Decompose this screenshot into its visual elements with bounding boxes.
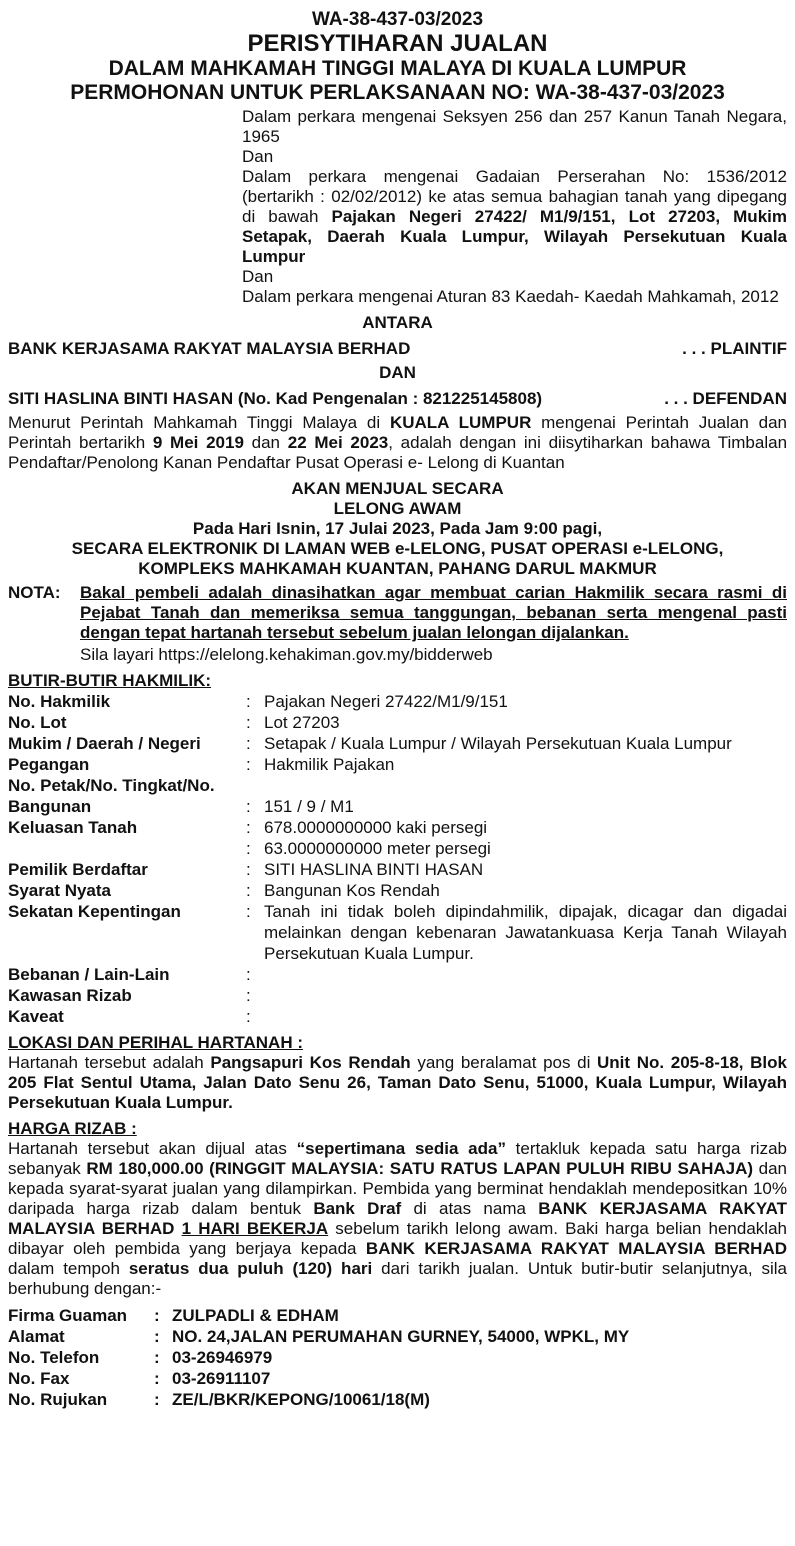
- contact-label: Firma Guaman: [8, 1306, 128, 1325]
- contact-row: [8, 1326, 629, 1347]
- title-detail-row: [8, 985, 787, 1006]
- bidder-website-line: Sila layari https://elelong.kehakiman.gov.my/bidderweb: [80, 645, 493, 664]
- sale-date-time: Pada Hari Isnin, 17 Julai 2023, Pada Jam 9:00 pagi,: [192, 519, 603, 538]
- title-details-table: [8, 691, 787, 1027]
- plaintiff-name: BANK KERJASAMA RAKYAT MALAYSIA BERHAD: [8, 339, 411, 358]
- title-detail-value: 678.0000000000 kaki persegi: [264, 818, 488, 837]
- title-detail-value: 151 / 9 / M1: [264, 797, 354, 816]
- application-number: PERMOHONAN UNTUK PERLAKSANAAN NO: WA-38-437-03/2023: [70, 81, 725, 104]
- reserve-text-5: sebelum tarikh lelong awam. Baki harga belian hendaklah dibayar oleh pembida yang berjaya kepada: [8, 1219, 787, 1258]
- reserve-amount: RM 180,000.00 (RINGGIT MALAYSIA: SATU RATUS LAPAN PULUH RIBU SAHAJA): [86, 1159, 754, 1178]
- location-heading: LOKASI DAN PERIHAL HARTANAH :: [8, 1033, 303, 1052]
- title-detail-colon: :: [246, 713, 251, 732]
- title-detail-row: [8, 733, 787, 754]
- title-detail-label: Pegangan: [8, 755, 90, 774]
- contact-value: 03-26946979: [172, 1348, 273, 1367]
- title-detail-colon: :: [246, 692, 251, 711]
- title-detail-colon: :: [246, 818, 251, 837]
- title-detail-row: [8, 754, 787, 775]
- order-date-2: 22 Mei 2023: [287, 433, 389, 452]
- title-detail-label: Sekatan Kepentingan: [8, 902, 181, 921]
- plaintiff-row: [8, 339, 787, 359]
- title-detail-label: No. Hakmilik: [8, 692, 111, 711]
- matter-dan-2: Dan: [242, 267, 274, 286]
- contact-row: [8, 1347, 629, 1368]
- contact-value: ZE/L/BKR/KEPONG/10061/18(M): [172, 1390, 430, 1409]
- title-detail-value: 63.0000000000 meter persegi: [264, 839, 491, 858]
- title-detail-value: Tanah ini tidak boleh dipindahmilik, dipajak, dicagar dan digadai melainkan dengan kebenaran Jawatankuasa Kerja Tanah Wilayah Persekutuan Kuala Lumpur.: [264, 902, 787, 963]
- location-paragraph: [8, 1053, 787, 1113]
- contact-label: Alamat: [8, 1327, 65, 1346]
- and-label: DAN: [379, 363, 416, 382]
- title-detail-row: [8, 796, 787, 817]
- title-detail-label: Kaveat: [8, 1007, 64, 1026]
- plaintiff-role: . . . PLAINTIF: [682, 339, 787, 358]
- matter-land-code: Dalam perkara mengenai Seksyen 256 dan 257 Kanun Tanah Negara, 1965: [242, 107, 787, 146]
- title-detail-value: [264, 964, 787, 985]
- title-detail-label: Keluasan Tanah: [8, 818, 138, 837]
- order-date-1: 9 Mei 2019: [152, 433, 244, 452]
- title-detail-row: [8, 859, 787, 880]
- order-paragraph: [8, 413, 787, 473]
- defendant-row: [8, 389, 787, 409]
- title-detail-label: No. Petak/No. Tingkat/No.: [8, 776, 215, 795]
- title-detail-colon: :: [246, 734, 251, 753]
- matter-court-rules: Dalam perkara mengenai Aturan 83 Kaedah- Kaedah Mahkamah, 2012: [242, 287, 779, 306]
- matters-block: [242, 107, 787, 307]
- title-detail-label: No. Lot: [8, 713, 67, 732]
- defendant-role: . . . DEFENDAN: [664, 389, 787, 408]
- reserve-text-1: Hartanah tersebut akan dijual atas: [8, 1139, 297, 1158]
- title-detail-value: [264, 985, 787, 1006]
- reserve-as-is: “sepertimana sedia ada”: [296, 1139, 506, 1158]
- title-detail-value: Lot 27203: [264, 713, 340, 732]
- order-text-4: , adalah dengan ini diisytiharkan bahawa Timbalan Pendaftar/Penolong Kanan Pendaftar Pusat Operasi e- Lelong di Kuantan: [8, 433, 788, 472]
- contact-colon: :: [154, 1348, 160, 1367]
- case-number: WA-38-437-03/2023: [311, 9, 484, 30]
- order-text-1: Menurut Perintah Mahkamah Tinggi Malaya di: [8, 413, 390, 432]
- title-detail-row: [8, 880, 787, 901]
- matter-charge: [242, 167, 787, 267]
- title-detail-colon: :: [246, 881, 251, 900]
- sale-heading-1: AKAN MENJUAL SECARA: [291, 479, 504, 498]
- nota-block: [8, 583, 787, 643]
- title-detail-value: Pajakan Negeri 27422/M1/9/151: [264, 692, 508, 711]
- contact-row: [8, 1389, 629, 1410]
- title-detail-colon: :: [246, 839, 251, 858]
- court-name: DALAM MAHKAMAH TINGGI MALAYA DI KUALA LUMPUR: [108, 57, 687, 80]
- contact-value: ZULPADLI & EDHAM: [172, 1306, 339, 1325]
- document-title: PERISYTIHARAN JUALAN: [247, 30, 548, 57]
- reserve-payment-period: seratus dua puluh (120) hari: [128, 1259, 373, 1278]
- title-detail-label: Mukim / Daerah / Negeri: [8, 734, 201, 753]
- nota-label: NOTA:: [8, 583, 61, 602]
- reserve-text-4: di atas nama: [401, 1199, 539, 1218]
- title-detail-colon: :: [246, 797, 251, 816]
- nota-text: Bakal pembeli adalah dinasihatkan agar membuat carian Hakmilik secara rasmi di Pejabat Tanah dan memeriksa semua tanggungan, bebanan serta mengenal pasti dengan tepat hartanah tersebut sebelum jualan lelongan dijalankan.: [80, 583, 787, 642]
- title-detail-row: [8, 775, 787, 796]
- title-detail-label: Bangunan: [8, 797, 92, 816]
- title-detail-row: [8, 838, 787, 859]
- title-detail-colon: :: [246, 1007, 251, 1026]
- contact-label: No. Rujukan: [8, 1390, 108, 1409]
- matter-charge-title: Pajakan Negeri 27422/ M1/9/151, Lot 27203, Mukim Setapak, Daerah Kuala Lumpur, Wilayah Persekutuan Kuala Lumpur: [242, 207, 787, 266]
- contact-table: [8, 1305, 629, 1410]
- contact-colon: :: [154, 1327, 160, 1346]
- title-detail-colon: :: [246, 986, 251, 1005]
- sale-method: SECARA ELEKTRONIK DI LAMAN WEB e-LELONG, PUSAT OPERASI e-LELONG,: [71, 539, 724, 558]
- contact-row: [8, 1305, 629, 1326]
- reserve-bank-draft: Bank Draf: [313, 1199, 402, 1218]
- reserve-text-6: dalam tempoh: [8, 1259, 129, 1278]
- title-detail-row: [8, 964, 787, 985]
- contact-colon: :: [154, 1306, 160, 1325]
- reserve-working-day: 1 HARI BEKERJA: [181, 1219, 329, 1238]
- title-detail-label: Syarat Nyata: [8, 881, 112, 900]
- title-detail-colon: :: [246, 755, 251, 774]
- title-detail-row: [8, 712, 787, 733]
- title-detail-value: Hakmilik Pajakan: [264, 755, 395, 774]
- reserve-text-3: dan kepada syarat-syarat jualan yang dilampirkan. Pembida yang berminat hendaklah mendepositkan 10% daripada harga rizab dalam bentuk: [8, 1159, 788, 1218]
- defendant-name: SITI HASLINA BINTI HASAN (No. Kad Pengenalan : 821225145808): [8, 389, 543, 408]
- title-detail-colon: :: [246, 902, 251, 921]
- title-detail-value: Setapak / Kuala Lumpur / Wilayah Persekutuan Kuala Lumpur: [264, 734, 732, 753]
- title-detail-value: [264, 775, 787, 796]
- title-detail-label: Bebanan / Lain-Lain: [8, 965, 170, 984]
- title-detail-value: SITI HASLINA BINTI HASAN: [264, 860, 484, 879]
- title-detail-label: [8, 838, 246, 859]
- title-detail-value: Bangunan Kos Rendah: [264, 881, 440, 900]
- title-detail-colon: :: [246, 965, 251, 984]
- title-detail-value: [264, 1006, 787, 1027]
- order-court-location: KUALA LUMPUR: [389, 413, 532, 432]
- title-details-heading: BUTIR-BUTIR HAKMILIK:: [8, 671, 212, 690]
- between-label: ANTARA: [362, 313, 433, 332]
- title-detail-row: [8, 817, 787, 838]
- reserve-bank-name-1: BANK KERJASAMA RAKYAT MALAYSIA BERHAD: [8, 1199, 787, 1238]
- title-detail-row: [8, 901, 787, 964]
- sale-venue: KOMPLEKS MAHKAMAH KUANTAN, PAHANG DARUL MAKMUR: [138, 559, 657, 578]
- location-text-2: yang beralamat pos di: [410, 1053, 598, 1072]
- contact-row: [8, 1368, 629, 1389]
- order-text-3: dan: [243, 433, 288, 452]
- title-detail-label: Kawasan Rizab: [8, 986, 132, 1005]
- property-address: Unit No. 205-8-18, Blok 205 Flat Sentul Utama, Jalan Dato Senu 26, Taman Dato Senu, 51000, Kuala Lumpur, Wilayah Persekutuan Kuala Lumpur.: [8, 1053, 787, 1112]
- sale-proclamation-document: [8, 9, 787, 1410]
- contact-colon: :: [154, 1390, 160, 1409]
- title-detail-label: Pemilik Berdaftar: [8, 860, 148, 879]
- title-detail-row: [8, 1006, 787, 1027]
- property-type: Pangsapuri Kos Rendah: [210, 1053, 411, 1072]
- location-text-1: Hartanah tersebut adalah: [8, 1053, 211, 1072]
- reserve-bank-name-2: BANK KERJASAMA RAKYAT MALAYSIA BERHAD: [365, 1239, 787, 1258]
- contact-label: No. Fax: [8, 1369, 70, 1388]
- reserve-price-heading: HARGA RIZAB :: [8, 1119, 137, 1138]
- title-detail-colon: :: [246, 860, 251, 879]
- sale-heading-2: LELONG AWAM: [333, 499, 462, 518]
- order-text-2: mengenai Perintah Jualan dan Perintah bertarikh: [8, 413, 787, 452]
- title-detail-colon: [246, 775, 264, 796]
- matter-dan-1: Dan: [242, 147, 274, 166]
- contact-label: No. Telefon: [8, 1348, 100, 1367]
- matter-charge-text: Dalam perkara mengenai Gadaian Perserahan No: 1536/2012 (bertarikh : 02/02/2012) ke atas semua bahagian tanah yang dipegang di bawah: [242, 167, 787, 226]
- reserve-text-7: dari tarikh jualan. Untuk butir-butir selanjutnya, sila berhubung dengan:-: [8, 1259, 787, 1298]
- contact-value: 03-26911107: [172, 1369, 271, 1388]
- title-detail-row: [8, 691, 787, 712]
- contact-colon: :: [154, 1369, 160, 1388]
- reserve-text-2: tertakluk kepada satu harga rizab sebanyak: [8, 1139, 787, 1178]
- contact-value: NO. 24,JALAN PERUMAHAN GURNEY, 54000, WPKL, MY: [172, 1327, 630, 1346]
- reserve-price-paragraph: [8, 1139, 787, 1299]
